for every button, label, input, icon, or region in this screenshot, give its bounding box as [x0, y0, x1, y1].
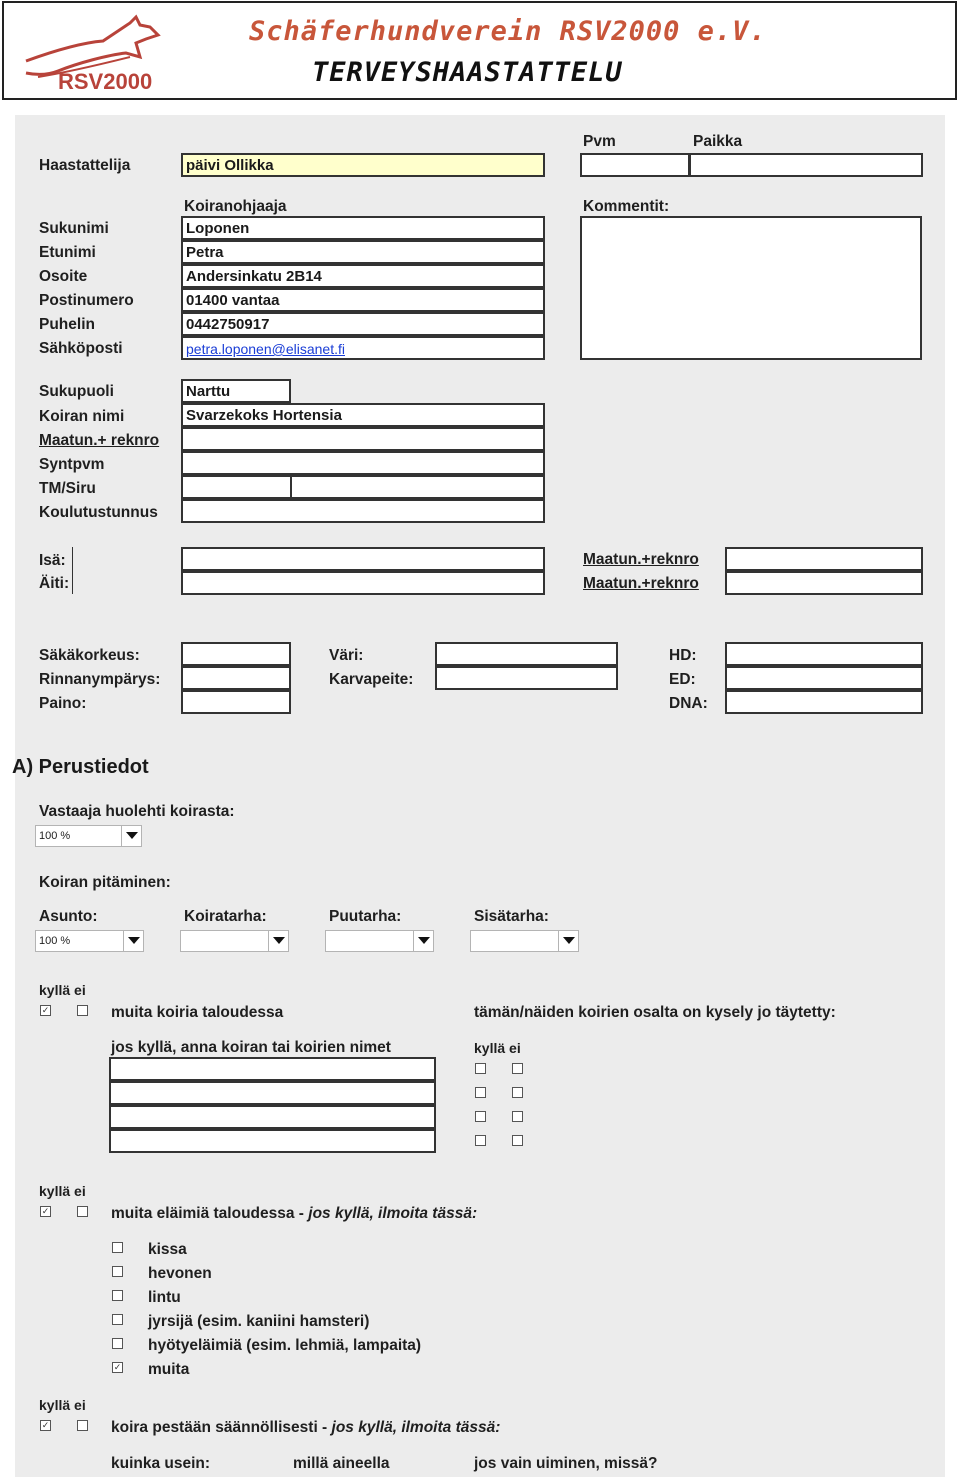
with-what-label: millä aineella	[293, 1455, 390, 1472]
date-field[interactable]	[580, 153, 690, 177]
survey-done-label: tämän/näiden koirien osalta on kysely jo täytetty:	[474, 1004, 836, 1021]
yard-label: Puutarha:	[329, 908, 402, 925]
phone-field[interactable]: 0442750917	[181, 312, 545, 336]
animal-label: lintu	[148, 1289, 181, 1306]
keeping-label: Koiran pitäminen:	[39, 874, 171, 891]
training-field[interactable]	[181, 499, 545, 523]
how-often-label: kuinka usein:	[111, 1455, 211, 1472]
mother-field[interactable]	[181, 571, 545, 595]
other-animals-hint: jos kyllä, ilmoita tässä:	[308, 1205, 478, 1222]
animal-checkbox[interactable]	[112, 1314, 123, 1325]
mother-regno-label[interactable]: Maatun.+reknro	[583, 575, 699, 592]
height-field[interactable]	[181, 642, 291, 666]
surname-label: Sukunimi	[39, 220, 109, 237]
washed-no-checkbox[interactable]	[77, 1420, 88, 1431]
color-field[interactable]	[435, 642, 618, 666]
animal-label: hyötyeläimiä (esim. lehmiä, lampaita)	[148, 1337, 422, 1354]
care-select-value: 100 %	[39, 830, 71, 842]
svg-text:RSV2000: RSV2000	[58, 69, 153, 94]
comments-label: Kommentit:	[583, 198, 670, 215]
kennel-select[interactable]	[180, 930, 289, 952]
chevron-down-icon	[268, 931, 288, 951]
firstname-label: Etunimi	[39, 244, 96, 261]
interviewer-label: Haastattelija	[39, 157, 131, 174]
form-title: TERVEYSHAASTATTELU	[312, 57, 623, 88]
handler-heading: Koiranohjaaja	[184, 198, 287, 215]
survey-1-yes-checkbox[interactable]	[475, 1063, 486, 1074]
survey-2-yes-checkbox[interactable]	[475, 1087, 486, 1098]
dog-name-1-field[interactable]	[109, 1057, 436, 1081]
regno-label[interactable]: Maatun.+ reknro	[39, 432, 160, 449]
parents-divider	[72, 547, 73, 594]
animal-label: kissa	[148, 1241, 187, 1258]
survey-4-no-checkbox[interactable]	[512, 1135, 523, 1146]
father-field[interactable]	[181, 547, 545, 571]
regno-field[interactable]	[181, 427, 545, 451]
washed-label	[111, 1419, 500, 1437]
other-dogs-label: muita koiria taloudessa	[111, 1004, 284, 1021]
washed-yes-checkbox[interactable]: ✓	[41, 1420, 50, 1430]
dog-names-label: jos kyllä, anna koiran tai koirien nimet	[111, 1039, 391, 1056]
other-dogs-no-checkbox[interactable]	[77, 1005, 88, 1016]
survey-3-no-checkbox[interactable]	[512, 1111, 523, 1122]
indoor-select[interactable]	[470, 930, 579, 952]
survey-yes-label	[474, 1039, 521, 1057]
phone-label: Puhelin	[39, 316, 95, 333]
dna-label: DNA:	[669, 695, 708, 712]
care-label: Vastaaja huolehti koirasta:	[39, 803, 235, 820]
indoor-label: Sisätarha:	[474, 908, 549, 925]
dog-name-label: Koiran nimi	[39, 408, 125, 425]
sex-field[interactable]: Narttu	[181, 379, 291, 403]
mother-label: Äiti:	[39, 575, 70, 592]
animal-label: jyrsijä (esim. kaniini hamsteri)	[148, 1313, 370, 1330]
other-animals-text: muita eläimiä taloudessa -	[111, 1205, 309, 1222]
mother-regno-field[interactable]	[725, 571, 923, 595]
chest-field[interactable]	[181, 666, 291, 690]
animal-checkbox[interactable]	[112, 1266, 123, 1277]
washed-text: koira pestään säännöllisesti -	[111, 1419, 332, 1436]
dog-name-2-field[interactable]	[109, 1081, 436, 1105]
washed-yes-label	[39, 1396, 86, 1414]
kennel-label: Koiratarha:	[184, 908, 267, 925]
coat-field[interactable]	[435, 666, 618, 690]
father-regno-label[interactable]: Maatun.+reknro	[583, 551, 699, 568]
animal-checkbox[interactable]	[112, 1290, 123, 1301]
postal-label: Postinumero	[39, 292, 134, 309]
home-label: Asunto:	[39, 908, 98, 925]
no-text: ei	[74, 1183, 86, 1199]
coat-label: Karvapeite:	[329, 671, 414, 688]
survey-2-no-checkbox[interactable]	[512, 1087, 523, 1098]
organization-title: Schäferhundverein RSV2000 e.V.	[249, 16, 767, 47]
ed-field[interactable]	[725, 666, 923, 690]
yes-text: kyllä	[474, 1040, 506, 1056]
section-a-title: A) Perustiedot	[12, 756, 149, 778]
home-select-value: 100 %	[39, 935, 71, 947]
survey-1-no-checkbox[interactable]	[512, 1063, 523, 1074]
chest-label: Rinnanympärys:	[39, 671, 161, 688]
animal-checkbox[interactable]	[112, 1338, 123, 1349]
father-regno-field[interactable]	[725, 547, 923, 571]
birthdate-field[interactable]	[181, 451, 545, 475]
place-field[interactable]	[689, 153, 923, 177]
animal-checkbox[interactable]: ✓	[113, 1362, 122, 1372]
yes-text: kyllä	[39, 1397, 71, 1413]
chevron-down-icon	[121, 826, 141, 846]
father-label: Isä:	[39, 552, 66, 569]
chevron-down-icon	[123, 931, 143, 951]
address-label: Osoite	[39, 268, 88, 285]
dna-field[interactable]	[725, 690, 923, 714]
other-animals-yes-checkbox[interactable]: ✓	[41, 1206, 50, 1216]
weight-label: Paino:	[39, 695, 87, 712]
chevron-down-icon	[558, 931, 578, 951]
interviewer-field[interactable]: päivi Ollikka	[181, 153, 545, 177]
sex-label: Sukupuoli	[39, 383, 114, 400]
postal-field[interactable]: 01400 vantaa	[181, 288, 545, 312]
hd-label: HD:	[669, 647, 697, 664]
chip-field[interactable]	[181, 475, 545, 499]
survey-4-yes-checkbox[interactable]	[475, 1135, 486, 1146]
home-select[interactable]	[35, 930, 144, 952]
no-text: ei	[509, 1040, 521, 1056]
height-label: Säkäkorkeus:	[39, 647, 140, 664]
animal-label: hevonen	[148, 1265, 212, 1282]
washed-hint: jos kyllä, ilmoita tässä:	[331, 1419, 501, 1436]
dog-name-field[interactable]: Svarzekoks Hortensia	[181, 403, 545, 427]
form-header	[2, 1, 957, 100]
chip-label: TM/Siru	[39, 480, 96, 497]
place-label: Paikka	[693, 133, 743, 150]
yard-select[interactable]	[325, 930, 434, 952]
swim-label: jos vain uiminen, missä?	[474, 1455, 658, 1472]
email-label: Sähköposti	[39, 340, 123, 357]
hd-field[interactable]	[725, 642, 923, 666]
chip-divider	[290, 475, 292, 499]
other-dogs-yes-checkbox[interactable]: ✓	[41, 1005, 50, 1015]
date-label: Pvm	[583, 133, 616, 150]
no-text: ei	[74, 1397, 86, 1413]
survey-3-yes-checkbox[interactable]	[475, 1111, 486, 1122]
other-animals-no-checkbox[interactable]	[77, 1206, 88, 1217]
address-field[interactable]: Andersinkatu 2B14	[181, 264, 545, 288]
weight-field[interactable]	[181, 690, 291, 714]
other-animals-yes-label	[39, 1182, 86, 1200]
training-label: Koulutustunnus	[39, 504, 158, 521]
no-text: ei	[74, 982, 86, 998]
care-select[interactable]	[35, 825, 142, 847]
email-field[interactable]: petra.loponen@elisanet.fi	[181, 336, 545, 360]
firstname-field[interactable]: Petra	[181, 240, 545, 264]
animal-checkbox[interactable]	[112, 1242, 123, 1253]
dog-name-3-field[interactable]	[109, 1105, 436, 1129]
color-label: Väri:	[329, 647, 364, 664]
comments-field[interactable]	[580, 216, 922, 360]
other-animals-label	[111, 1205, 477, 1223]
dog-name-4-field[interactable]	[109, 1129, 436, 1153]
animal-label: muita	[148, 1361, 190, 1378]
surname-field[interactable]: Loponen	[181, 216, 545, 240]
ed-label: ED:	[669, 671, 696, 688]
chevron-down-icon	[413, 931, 433, 951]
birthdate-label: Syntpvm	[39, 456, 105, 473]
other-dogs-yes-label	[39, 981, 86, 999]
yes-text: kyllä	[39, 1183, 71, 1199]
yes-text: kyllä	[39, 982, 71, 998]
rsv2000-logo	[18, 13, 168, 95]
